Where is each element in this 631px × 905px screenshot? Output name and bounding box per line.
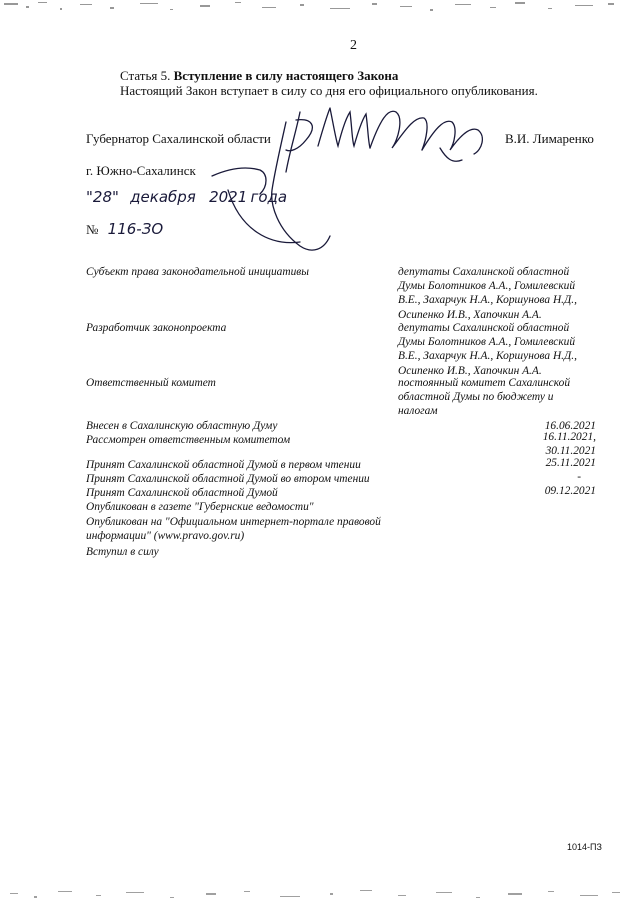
developer-label: Разработчик законопроекта	[86, 322, 227, 334]
article-prefix: Статья 5.	[120, 68, 171, 83]
initiative-line: В.Е., Захарчук Н.А., Коршунова Н.Д.,	[398, 294, 577, 307]
effective-label: Вступил в силу	[86, 546, 159, 558]
initiative-label: Субъект права законодательной инициативы	[86, 266, 309, 278]
developer-line: Осипенко И.В., Хапочкин А.А.	[398, 364, 542, 377]
second-reading-date: -	[577, 471, 581, 483]
governor-name: В.И. Лимаренко	[505, 131, 594, 146]
date-year: 2021	[209, 188, 248, 206]
date-month: декабря	[130, 188, 196, 206]
initiative-line: Осипенко И.В., Хапочкин А.А.	[398, 308, 542, 321]
date-close-quote: "	[112, 188, 119, 206]
developer-line: В.Е., Захарчук Н.А., Коршунова Н.Д.,	[398, 350, 577, 363]
portal-label-line2: информации" (www.pravo.gov.ru)	[86, 530, 245, 542]
submitted-date: 16.06.2021	[544, 420, 596, 432]
initiative-line: Думы Болотников А.А., Гомилевский	[398, 280, 576, 293]
committee-line: областной Думы по бюджету и	[398, 391, 554, 404]
governor-title: Губернатор Сахалинской области	[86, 131, 271, 146]
footer-code: 1014-ПЗ	[567, 842, 602, 852]
reviewed-date: 16.11.2021,	[542, 431, 596, 443]
city: г. Южно-Сахалинск	[86, 163, 196, 178]
number-prefix: №	[86, 222, 99, 237]
article-body: Настоящий Закон вступает в силу со дня его официального опубликования.	[120, 83, 538, 98]
submitted-label: Внесен в Сахалинскую областную Думу	[86, 420, 278, 432]
number-value: 116-ЗО	[107, 220, 164, 238]
reviewed-label: Рассмотрен ответственным комитетом	[86, 434, 291, 446]
portal-label-line1: Опубликован на "Официальном интернет-портале правовой	[86, 516, 381, 528]
committee-label: Ответственный комитет	[86, 377, 216, 389]
committee-value	[398, 376, 596, 419]
date-day: 28	[92, 188, 112, 206]
date-open-quote: "	[86, 188, 93, 206]
developer-value	[398, 321, 596, 378]
first-reading-date: 25.11.2021	[545, 457, 596, 469]
article-title: Вступление в силу настоящего Закона	[173, 68, 399, 83]
page-number: 2	[350, 38, 357, 53]
gazette-label: Опубликован в газете "Губернские ведомости"	[86, 501, 314, 513]
developer-line: депутаты Сахалинской областной	[398, 322, 570, 334]
adopted-label: Принят Сахалинской областной Думой	[86, 487, 278, 499]
initiative-value	[398, 265, 596, 322]
initiative-line: депутаты Сахалинской областной	[398, 266, 570, 278]
adopted-date: 09.12.2021	[544, 485, 596, 497]
reviewed-date-2: 30.11.2021	[545, 445, 596, 457]
developer-line: Думы Болотников А.А., Гомилевский	[398, 336, 576, 349]
committee-line: постоянный комитет Сахалинской	[398, 377, 571, 389]
date-year-suffix: года	[250, 188, 288, 206]
first-reading-label: Принят Сахалинской областной Думой в первом чтении	[86, 459, 361, 471]
second-reading-label: Принят Сахалинской областной Думой во втором чтении	[86, 473, 370, 485]
committee-line: налогам	[398, 405, 438, 418]
